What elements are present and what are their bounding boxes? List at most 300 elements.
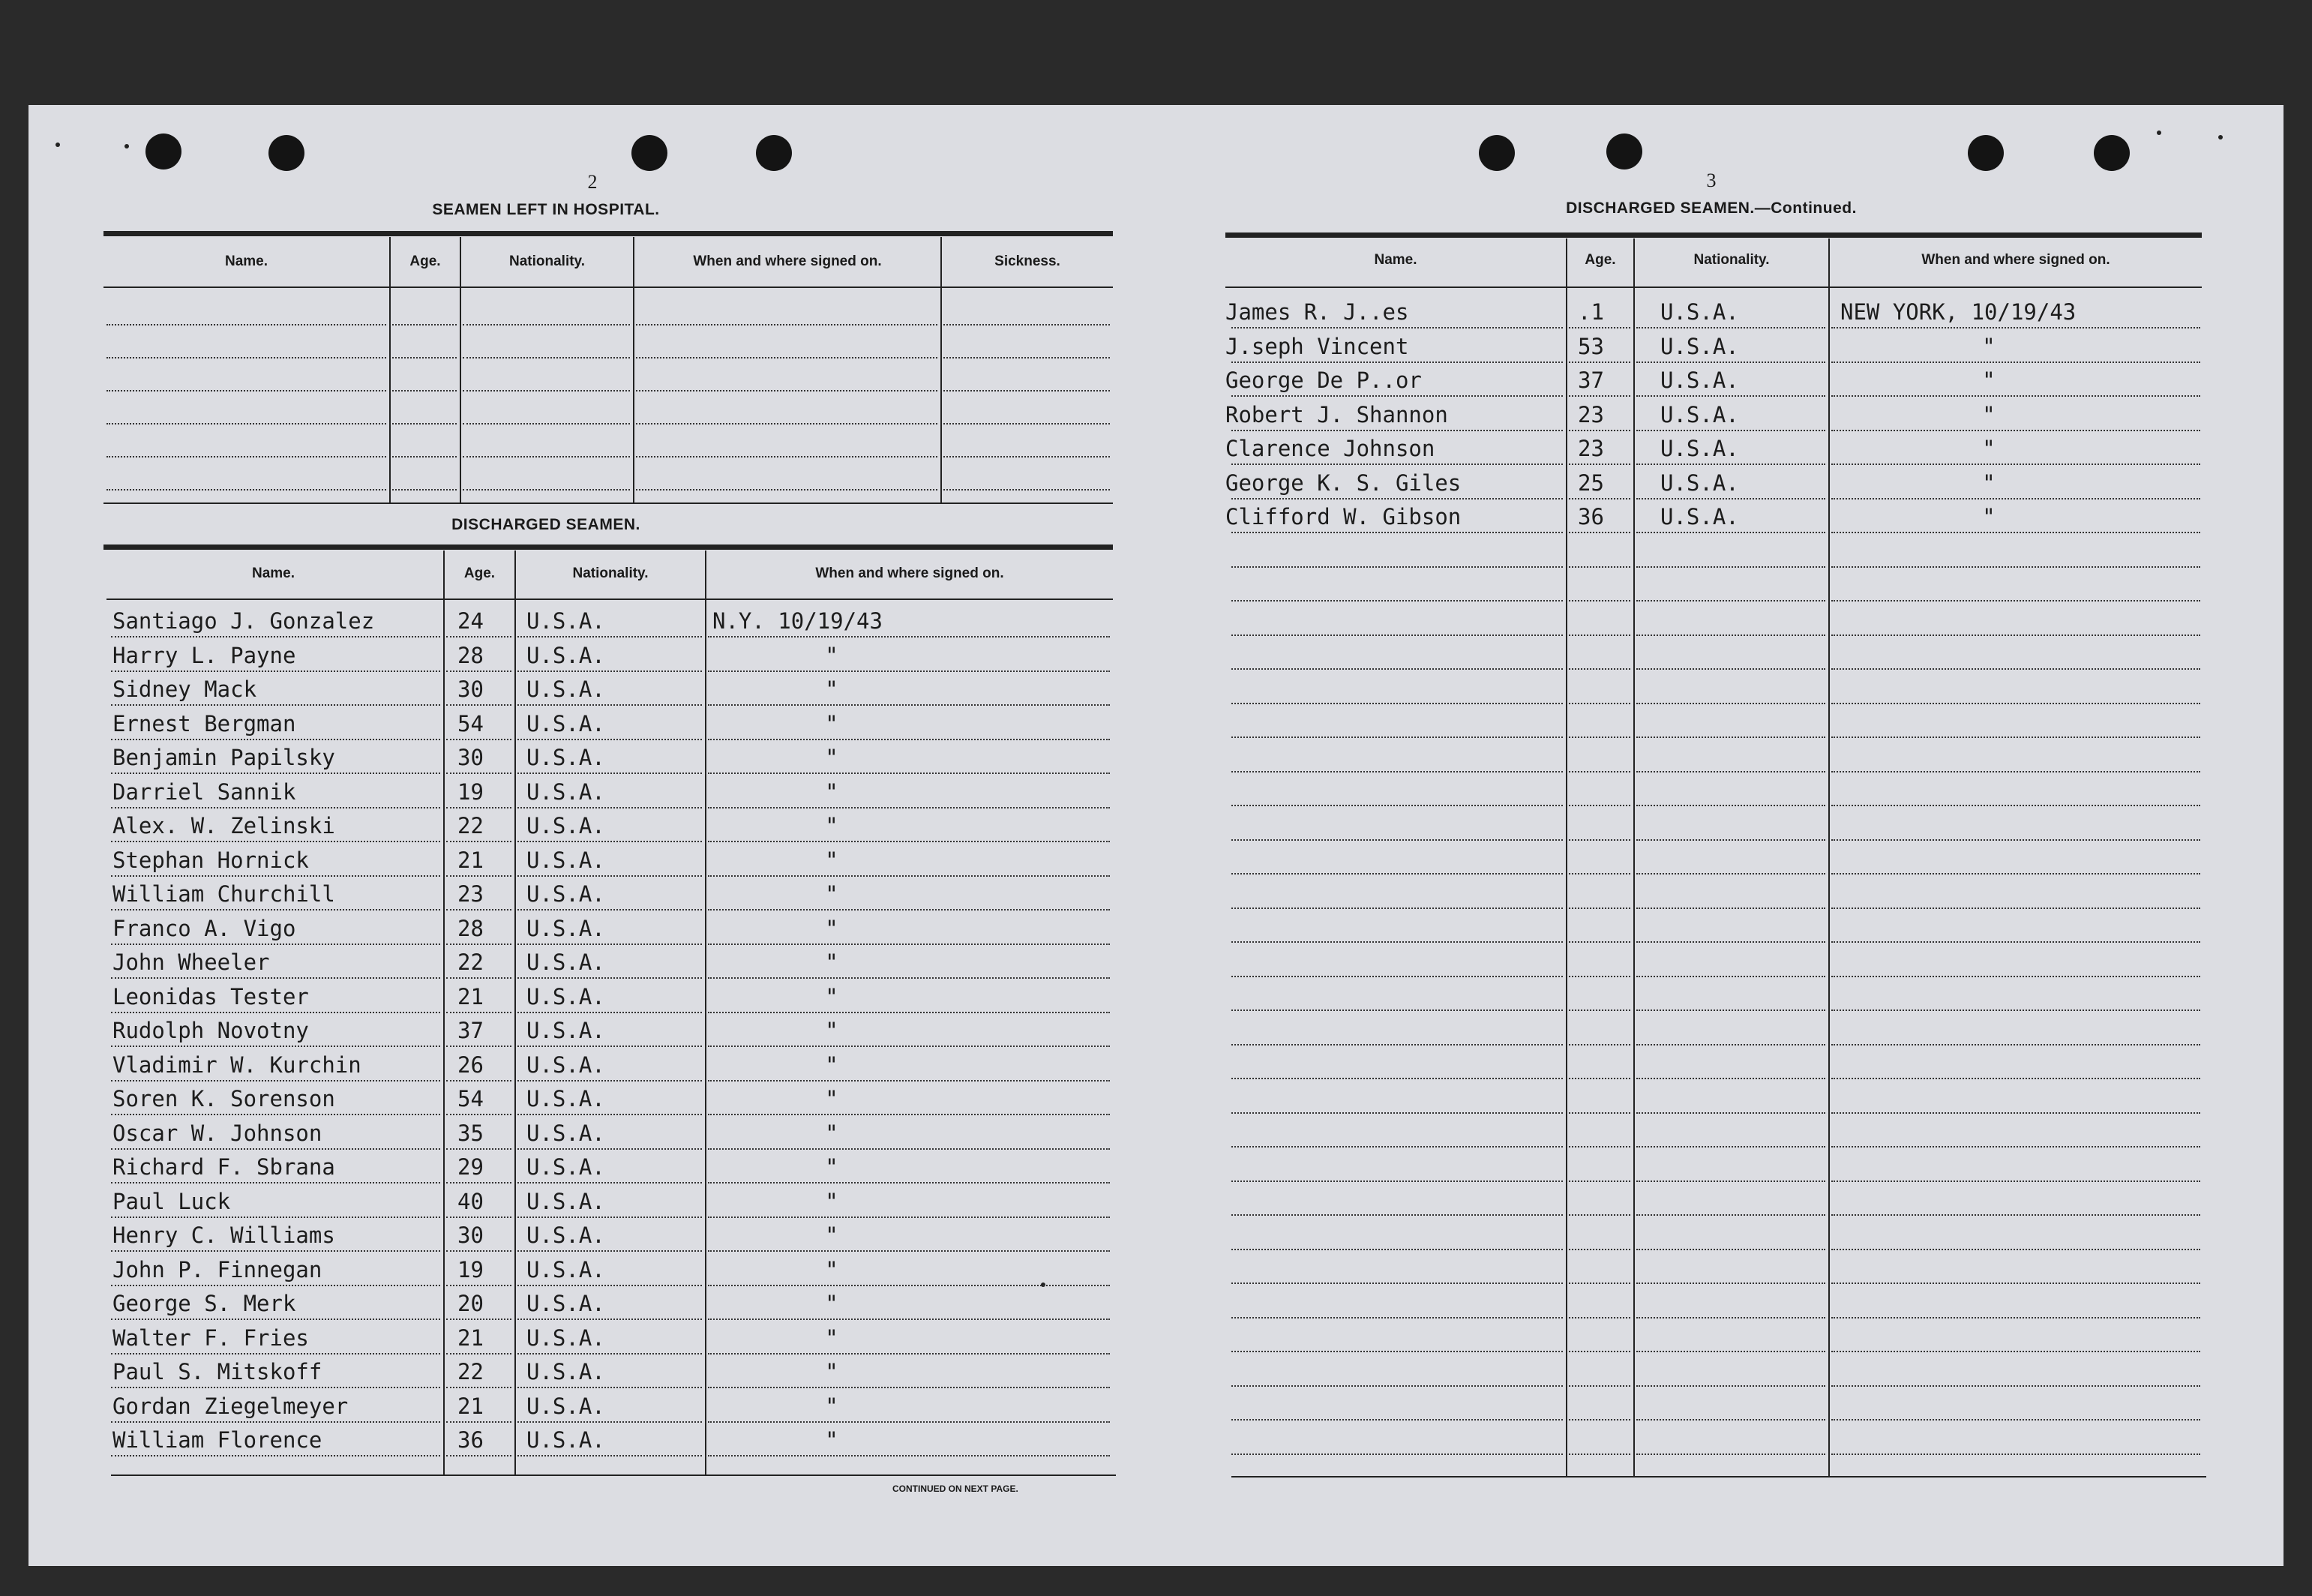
seaman-age: 30 bbox=[457, 745, 484, 770]
table-rule bbox=[103, 231, 1113, 236]
row-line bbox=[111, 977, 440, 979]
signed-on: N.Y. 10/19/43 bbox=[712, 608, 883, 634]
column-divider bbox=[514, 550, 516, 1474]
row-line bbox=[708, 841, 1110, 842]
seaman-nationality: U.S.A. bbox=[526, 1291, 605, 1316]
discharged-section-title: DISCHARGED SEAMEN. bbox=[451, 516, 640, 533]
seaman-nationality: U.S.A. bbox=[526, 1154, 605, 1180]
table-rule bbox=[1225, 232, 2202, 238]
row-line bbox=[111, 1250, 440, 1252]
column-divider bbox=[633, 237, 634, 502]
row-line bbox=[1831, 600, 2200, 602]
row-line bbox=[1231, 1454, 1563, 1455]
seaman-name: John P. Finnegan bbox=[112, 1256, 322, 1282]
row-line bbox=[111, 1080, 440, 1082]
row-line bbox=[1831, 703, 2200, 704]
row-line bbox=[517, 1148, 702, 1150]
seaman-name: Gordan Ziegelmeyer bbox=[112, 1393, 349, 1419]
row-line bbox=[943, 489, 1110, 490]
seaman-age: 37 bbox=[1578, 368, 1604, 393]
row-line bbox=[1231, 1146, 1563, 1148]
row-line bbox=[446, 1285, 511, 1286]
row-line bbox=[1231, 1078, 1563, 1079]
row-line bbox=[1569, 668, 1630, 670]
row-line bbox=[1231, 703, 1563, 704]
row-line bbox=[1636, 498, 1825, 500]
table-rule bbox=[1225, 286, 2202, 288]
column-header: Name. bbox=[251, 566, 295, 581]
row-line bbox=[1231, 873, 1563, 874]
seaman-age: 23 bbox=[1578, 436, 1604, 461]
seaman-nationality: U.S.A. bbox=[1660, 401, 1739, 428]
row-line bbox=[1231, 1317, 1563, 1318]
seaman-name: Ernest Bergman bbox=[112, 710, 296, 736]
row-line bbox=[111, 1387, 440, 1388]
row-line bbox=[1636, 464, 1825, 465]
row-line bbox=[1831, 430, 2200, 431]
row-line bbox=[1636, 566, 1825, 568]
row-line bbox=[708, 704, 1110, 706]
signed-on: " bbox=[825, 1222, 838, 1248]
signed-on: " bbox=[825, 1154, 838, 1180]
row-line bbox=[1636, 1249, 1825, 1250]
seaman-nationality: U.S.A. bbox=[1660, 470, 1739, 496]
page-number: 3 bbox=[1706, 170, 1717, 191]
seaman-age: 25 bbox=[1578, 470, 1604, 496]
row-line bbox=[1831, 1351, 2200, 1352]
row-line bbox=[517, 977, 702, 979]
signed-on: " bbox=[825, 881, 838, 907]
row-line bbox=[446, 909, 511, 910]
row-line bbox=[1569, 805, 1630, 806]
row-line bbox=[1831, 1214, 2200, 1216]
row-line bbox=[517, 739, 702, 740]
row-line bbox=[708, 1046, 1110, 1047]
row-line bbox=[111, 670, 440, 672]
row-line bbox=[106, 489, 386, 490]
row-line bbox=[708, 875, 1110, 877]
signed-on: " bbox=[825, 778, 838, 805]
punch-hole bbox=[145, 134, 181, 170]
seaman-nationality: U.S.A. bbox=[526, 1427, 605, 1453]
punch-hole bbox=[268, 135, 304, 171]
row-line bbox=[111, 875, 440, 877]
speck bbox=[124, 144, 129, 148]
row-line bbox=[446, 1012, 511, 1013]
row-line bbox=[1569, 600, 1630, 602]
row-line bbox=[1231, 1351, 1563, 1352]
seaman-age: 36 bbox=[457, 1427, 484, 1453]
signed-on: " bbox=[825, 1291, 838, 1316]
row-line bbox=[1831, 805, 2200, 806]
seaman-age: 21 bbox=[457, 1393, 484, 1419]
seaman-nationality: U.S.A. bbox=[526, 813, 605, 838]
signed-on: " bbox=[1982, 368, 1996, 393]
seaman-age: 53 bbox=[1578, 333, 1604, 359]
row-line bbox=[517, 1216, 702, 1218]
row-line bbox=[1831, 976, 2200, 977]
row-line bbox=[1636, 600, 1825, 602]
row-line bbox=[446, 875, 511, 877]
row-line bbox=[517, 1353, 702, 1354]
table-rule bbox=[103, 502, 1113, 504]
column-divider bbox=[443, 550, 445, 1474]
row-line bbox=[1231, 1214, 1563, 1216]
seaman-name: Paul Luck bbox=[112, 1188, 231, 1214]
seaman-age: .1 bbox=[1578, 299, 1604, 325]
row-line bbox=[708, 1387, 1110, 1388]
row-line bbox=[463, 390, 630, 392]
seaman-age: 30 bbox=[457, 1222, 484, 1248]
seaman-name: Harry L. Payne bbox=[112, 642, 296, 668]
signed-on: " bbox=[825, 1359, 838, 1384]
row-line bbox=[1569, 1282, 1630, 1284]
seaman-name: Rudolph Novotny bbox=[112, 1018, 309, 1043]
row-line bbox=[106, 324, 386, 326]
column-header: Nationality. bbox=[572, 566, 649, 581]
column-header: When and where signed on. bbox=[1921, 252, 2110, 268]
row-line bbox=[111, 704, 440, 706]
row-line bbox=[463, 423, 630, 424]
row-line bbox=[1831, 908, 2200, 909]
seaman-name: Clarence Johnson bbox=[1225, 436, 1435, 461]
row-line bbox=[1569, 976, 1630, 977]
row-line bbox=[111, 636, 440, 638]
speck bbox=[2157, 130, 2161, 135]
row-line bbox=[1636, 1180, 1825, 1182]
row-line bbox=[111, 1353, 440, 1354]
row-line bbox=[1569, 532, 1630, 533]
column-header: Age. bbox=[1585, 252, 1616, 268]
row-line bbox=[708, 909, 1110, 910]
row-line bbox=[1831, 1385, 2200, 1387]
signed-on: " bbox=[1982, 401, 1996, 428]
seaman-nationality: U.S.A. bbox=[526, 608, 605, 634]
row-line bbox=[517, 670, 702, 672]
row-line bbox=[708, 1318, 1110, 1320]
row-line bbox=[1831, 362, 2200, 363]
page-number: 2 bbox=[587, 171, 598, 193]
punch-hole bbox=[2094, 135, 2130, 171]
row-line bbox=[943, 456, 1110, 458]
row-line bbox=[1569, 1078, 1630, 1079]
seaman-age: 28 bbox=[457, 642, 484, 668]
punch-hole bbox=[1606, 134, 1642, 170]
row-line bbox=[111, 1285, 440, 1286]
row-line bbox=[1636, 1351, 1825, 1352]
seaman-name: James R. J..es bbox=[1225, 299, 1409, 325]
row-line bbox=[1831, 566, 2200, 568]
row-line bbox=[111, 1318, 440, 1320]
seaman-age: 54 bbox=[457, 1086, 484, 1112]
row-line bbox=[446, 1455, 511, 1456]
row-line bbox=[1569, 771, 1630, 772]
row-line bbox=[1636, 532, 1825, 533]
column-divider bbox=[1633, 238, 1635, 1476]
row-line bbox=[1231, 327, 1563, 328]
row-line bbox=[111, 1046, 440, 1047]
seaman-nationality: U.S.A. bbox=[526, 1188, 605, 1214]
row-line bbox=[1636, 362, 1825, 363]
seaman-name: Clifford W. Gibson bbox=[1225, 504, 1462, 530]
seaman-age: 35 bbox=[457, 1120, 484, 1146]
seaman-name: Franco A. Vigo bbox=[112, 915, 296, 941]
row-line bbox=[1636, 703, 1825, 704]
row-line bbox=[392, 456, 457, 458]
row-line bbox=[111, 1216, 440, 1218]
row-line bbox=[1569, 1454, 1630, 1455]
signed-on: " bbox=[825, 1052, 838, 1078]
row-line bbox=[1831, 771, 2200, 772]
row-line bbox=[1569, 873, 1630, 874]
seaman-name: Walter F. Fries bbox=[112, 1324, 309, 1351]
row-line bbox=[1831, 668, 2200, 670]
row-line bbox=[111, 1148, 440, 1150]
row-line bbox=[106, 456, 386, 458]
seaman-nationality: U.S.A. bbox=[526, 1359, 605, 1384]
row-line bbox=[1569, 327, 1630, 328]
speck bbox=[55, 142, 60, 147]
row-line bbox=[1636, 908, 1825, 909]
seaman-name: J.seph Vincent bbox=[1225, 333, 1409, 359]
row-line bbox=[446, 1148, 511, 1150]
row-line bbox=[1569, 1146, 1630, 1148]
row-line bbox=[1231, 736, 1563, 738]
row-line bbox=[1831, 941, 2200, 943]
row-line bbox=[708, 1114, 1110, 1115]
seaman-age: 24 bbox=[457, 608, 484, 634]
row-line bbox=[1231, 1385, 1563, 1387]
row-line bbox=[446, 807, 511, 808]
row-line bbox=[708, 1250, 1110, 1252]
row-line bbox=[1231, 941, 1563, 943]
row-line bbox=[708, 944, 1110, 945]
row-line bbox=[1636, 327, 1825, 328]
row-line bbox=[708, 1455, 1110, 1456]
row-line bbox=[1569, 566, 1630, 568]
column-header: When and where signed on. bbox=[693, 254, 882, 269]
row-line bbox=[1569, 1249, 1630, 1250]
row-line bbox=[1569, 395, 1630, 397]
row-line bbox=[517, 807, 702, 808]
row-line bbox=[1569, 1419, 1630, 1420]
column-header: Name. bbox=[224, 254, 268, 269]
row-line bbox=[708, 636, 1110, 638]
row-line bbox=[517, 1046, 702, 1047]
seaman-name: Oscar W. Johnson bbox=[112, 1120, 322, 1146]
seaman-nationality: U.S.A. bbox=[526, 642, 605, 668]
seaman-name: Santiago J. Gonzalez bbox=[112, 608, 375, 634]
row-line bbox=[517, 875, 702, 877]
row-line bbox=[446, 944, 511, 945]
row-line bbox=[1231, 1282, 1563, 1284]
row-line bbox=[1831, 1044, 2200, 1046]
seaman-nationality: U.S.A. bbox=[526, 1324, 605, 1351]
row-line bbox=[1636, 395, 1825, 397]
signed-on: " bbox=[1982, 333, 1996, 359]
signed-on: " bbox=[825, 915, 838, 941]
row-line bbox=[708, 807, 1110, 808]
row-line bbox=[446, 670, 511, 672]
seaman-name: Richard F. Sbrana bbox=[112, 1154, 335, 1180]
row-line bbox=[1569, 430, 1630, 431]
row-line bbox=[446, 977, 511, 979]
seaman-age: 19 bbox=[457, 778, 484, 805]
row-line bbox=[1636, 1282, 1825, 1284]
seaman-age: 21 bbox=[457, 983, 484, 1010]
row-line bbox=[1636, 805, 1825, 806]
row-line bbox=[446, 1182, 511, 1184]
row-line bbox=[463, 456, 630, 458]
column-header: Nationality. bbox=[509, 254, 585, 269]
row-line bbox=[111, 1421, 440, 1423]
row-line bbox=[1569, 1180, 1630, 1182]
row-line bbox=[1569, 634, 1630, 636]
row-line bbox=[1636, 634, 1825, 636]
row-line bbox=[943, 423, 1110, 424]
column-header: Sickness. bbox=[994, 254, 1060, 269]
seaman-nationality: U.S.A. bbox=[526, 881, 605, 907]
row-line bbox=[517, 909, 702, 910]
row-line bbox=[1636, 1454, 1825, 1455]
seaman-age: 36 bbox=[1578, 504, 1604, 530]
row-line bbox=[446, 1114, 511, 1115]
signed-on: " bbox=[825, 1393, 838, 1419]
row-line bbox=[1569, 1010, 1630, 1011]
seaman-nationality: U.S.A. bbox=[526, 950, 605, 975]
row-line bbox=[517, 841, 702, 842]
punch-hole bbox=[756, 135, 792, 171]
row-line bbox=[1569, 1214, 1630, 1216]
row-line bbox=[1569, 703, 1630, 704]
seaman-nationality: U.S.A. bbox=[526, 1256, 605, 1282]
row-line bbox=[446, 1080, 511, 1082]
seaman-age: 23 bbox=[457, 881, 484, 907]
row-line bbox=[446, 772, 511, 774]
seaman-nationality: U.S.A. bbox=[526, 710, 605, 736]
signed-on: " bbox=[825, 642, 838, 668]
row-line bbox=[1231, 362, 1563, 363]
row-line bbox=[111, 1114, 440, 1115]
seaman-name: Paul S. Mitskoff bbox=[112, 1359, 322, 1384]
row-line bbox=[708, 1012, 1110, 1013]
row-line bbox=[943, 324, 1110, 326]
row-line bbox=[111, 739, 440, 740]
row-line bbox=[1569, 362, 1630, 363]
seaman-name: Darriel Sannik bbox=[112, 778, 296, 805]
signed-on: " bbox=[825, 1256, 838, 1282]
row-line bbox=[1831, 1146, 2200, 1148]
row-line bbox=[1636, 1078, 1825, 1079]
seaman-name: George De P..or bbox=[1225, 368, 1422, 393]
hospital-section-title: SEAMEN LEFT IN HOSPITAL. bbox=[432, 201, 660, 218]
seaman-name: John Wheeler bbox=[112, 950, 270, 975]
row-line bbox=[1831, 634, 2200, 636]
row-line bbox=[517, 704, 702, 706]
row-line bbox=[1831, 839, 2200, 841]
row-line bbox=[392, 357, 457, 358]
column-divider bbox=[940, 237, 942, 502]
column-header: When and where signed on. bbox=[815, 566, 1004, 581]
row-line bbox=[1231, 908, 1563, 909]
seaman-nationality: U.S.A. bbox=[526, 1393, 605, 1419]
row-line bbox=[517, 1114, 702, 1115]
row-line bbox=[1569, 1317, 1630, 1318]
seaman-nationality: U.S.A. bbox=[526, 745, 605, 770]
row-line bbox=[1636, 1419, 1825, 1420]
row-line bbox=[111, 1182, 440, 1184]
row-line bbox=[111, 1455, 440, 1456]
row-line bbox=[1636, 1146, 1825, 1148]
row-line bbox=[111, 1012, 440, 1013]
row-line bbox=[1569, 1044, 1630, 1046]
seaman-age: 23 bbox=[1578, 401, 1604, 428]
signed-on: " bbox=[825, 1120, 838, 1146]
row-line bbox=[517, 944, 702, 945]
signed-on: " bbox=[825, 847, 838, 873]
seaman-age: 21 bbox=[457, 847, 484, 873]
document-sheet bbox=[28, 105, 2284, 1566]
signed-on: " bbox=[1982, 470, 1996, 496]
row-line bbox=[1636, 430, 1825, 431]
row-line bbox=[106, 357, 386, 358]
row-line bbox=[1231, 1249, 1563, 1250]
signed-on: " bbox=[825, 1018, 838, 1043]
row-line bbox=[1231, 839, 1563, 841]
row-line bbox=[106, 423, 386, 424]
row-line bbox=[1231, 1419, 1563, 1420]
row-line bbox=[106, 390, 386, 392]
signed-on: " bbox=[825, 950, 838, 975]
row-line bbox=[1831, 1282, 2200, 1284]
seaman-name: Robert J. Shannon bbox=[1225, 401, 1448, 428]
continued-note: CONTINUED ON NEXT PAGE. bbox=[892, 1484, 1018, 1494]
row-line bbox=[708, 1182, 1110, 1184]
row-line bbox=[1569, 941, 1630, 943]
row-line bbox=[446, 1387, 511, 1388]
seaman-age: 37 bbox=[457, 1018, 484, 1043]
signed-on: " bbox=[825, 710, 838, 736]
seaman-nationality: U.S.A. bbox=[1660, 436, 1739, 461]
row-line bbox=[708, 772, 1110, 774]
row-line bbox=[446, 739, 511, 740]
seaman-age: 19 bbox=[457, 1256, 484, 1282]
row-line bbox=[517, 772, 702, 774]
row-line bbox=[111, 772, 440, 774]
row-line bbox=[1231, 395, 1563, 397]
column-header: Age. bbox=[409, 254, 441, 269]
signed-on: " bbox=[1982, 436, 1996, 461]
row-line bbox=[1831, 1249, 2200, 1250]
row-line bbox=[636, 390, 937, 392]
row-line bbox=[1569, 464, 1630, 465]
row-line bbox=[1831, 532, 2200, 533]
seaman-nationality: U.S.A. bbox=[526, 1018, 605, 1043]
row-line bbox=[636, 423, 937, 424]
signed-on: NEW YORK, 10/19/43 bbox=[1840, 299, 2077, 325]
row-line bbox=[1231, 771, 1563, 772]
punch-hole bbox=[631, 135, 667, 171]
row-line bbox=[1636, 1214, 1825, 1216]
row-line bbox=[1636, 1044, 1825, 1046]
row-line bbox=[1831, 1180, 2200, 1182]
row-line bbox=[446, 841, 511, 842]
signed-on: " bbox=[825, 1188, 838, 1214]
table-rule bbox=[106, 598, 1113, 600]
row-line bbox=[446, 636, 511, 638]
row-line bbox=[1231, 566, 1563, 568]
row-line bbox=[517, 1012, 702, 1013]
